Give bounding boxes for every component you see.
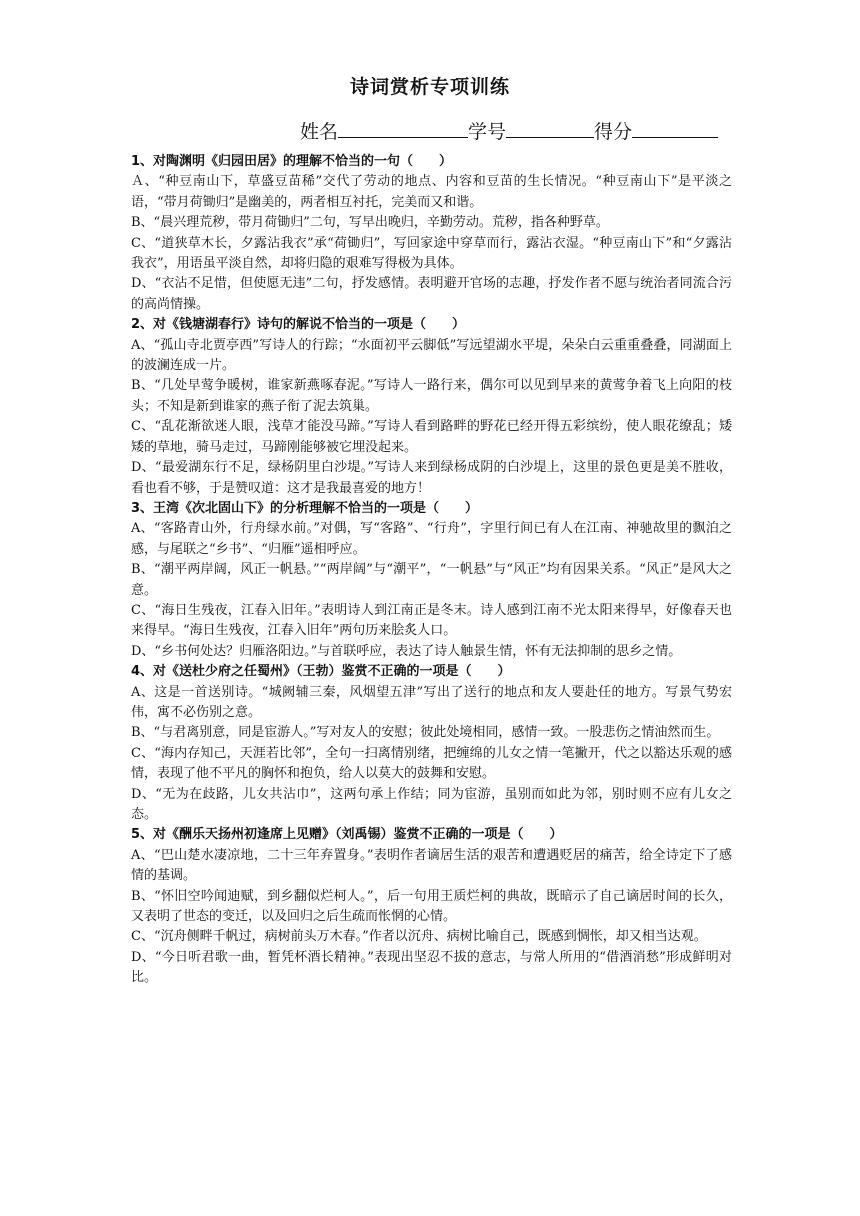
score-label: 得分 [594,121,633,143]
option-d: D、“最爱湖东行不足，绿杨阴里白沙堤。”写诗人来到绿杨成阴的白沙堤上，这里的景色更是美不胜收，看也看不够，于是赞叹道：这才是我最喜爱的地方！ [131,460,732,496]
question-4 [131,662,732,825]
question-title: 1、对陶渊明《归园田居》的理解不恰当的一句（ ） [131,154,453,169]
option-a: A、“孤山寺北贾亭西”写诗人的行踪；“水面初平云脚低”写远望湖水平堤，朵朵白云重重叠叠，同湖面上的波澜连成一片。 [131,337,732,374]
question-3 [131,499,732,662]
id-blank[interactable] [506,118,594,138]
question-title: 2、对《钱塘湖春行》诗句的解说不恰当的一项是（ ） [131,317,466,333]
student-info-line [300,117,718,144]
name-label: 姓名 [300,121,339,143]
question-title: 3、王湾《次北固山下》的分析理解不恰当的一项是（ ） [131,500,479,516]
id-label: 学号 [468,121,507,143]
question-2 [131,315,732,499]
option-c: C、“沉舟侧畔千帆过，病树前头万木春。”作者以沉舟、病树比喻自己，既感到惆怅，却又相当达观。 [131,929,707,945]
option-a: A、“巴山楚水凄凉地，二十三年弃置身。”表明作者谪居生活的艰苦和遭遇贬居的痛苦，给全诗定下了感情的基调。 [131,847,732,884]
score-blank[interactable] [632,118,718,138]
question-1 [131,152,732,315]
page-title: 诗词赏析专项训练 [349,76,510,98]
option-b: B、“几处早莺争暖树，谁家新燕啄春泥。”写诗人一路行来，偶尔可以见到早来的黄莺争着飞上向阳的枝头；不知是新到谁家的燕子衔了泥去筑巢。 [131,378,732,414]
option-d: D、“今日听君歌一曲，暂凭杯酒长精神。”表现出坚忍不拔的意志，与常人所用的“借酒消愁”形成鲜明对比。 [131,949,732,986]
option-c: C、“道狭草木长，夕露沾我衣”承“荷锄归”，写回家途中穿草而行，露沾衣湿。“种豆南山下”和“夕露沾我衣”，用语虽平淡自然，却将归隐的艰难写得极为具体。 [131,235,732,272]
option-a: A、“客路青山外，行舟绿水前。”对偶，写“客路”、“行舟”，字里行间已有人在江南、神驰故里的飘泊之感，与尾联之“乡书”、“归雁”遥相呼应。 [131,521,732,557]
option-b: B、“潮平两岸阔，风正一帆悬。”“两岸阔”与“潮平”，“一帆悬”与“风正”均有因果关系。“风正”是风大之意。 [131,562,732,598]
option-a: Ａ、“种豆南山下，草盛豆苗稀”交代了劳动的地点、内容和豆苗的生长情况。“种豆南山下”是平淡之语，“带月荷锄归”是幽美的，两者相互衬托，完美而又和谐。 [131,174,732,210]
option-c: C、“海日生残夜，江春入旧年。”表明诗人到江南正是冬末。诗人感到江南不光太阳来得早，好像春天也来得早。“海日生残夜，江春入旧年”两句历来脍炙人口。 [131,602,732,639]
option-c: C、“海内存知己，天涯若比邻”，全句一扫离情别绪，把缠绵的儿女之情一笔撇开，代之以豁达乐观的感情，表现了他不平凡的胸怀和抱负，给人以莫大的鼓舞和安慰。 [131,745,732,782]
option-d: D、“无为在歧路，儿女共沾巾”，这两句承上作结；同为宦游，虽别而如此为邻，别时则不应有儿女之态。 [131,786,732,822]
option-b: B、“晨兴理荒秽，带月荷锄归”二句，写早出晚归，辛勤劳动。荒秽，指各种野草。 [131,215,609,231]
question-title: 5、对《酬乐天扬州初逢席上见赠》（刘禹锡）鉴赏不正确的一项是（ ） [131,827,563,843]
question-title: 4、对《送杜少府之任蜀州》（王勃）鉴赏不正确的一项是（ ） [131,664,511,680]
option-b: B、“怀旧空吟闻迪赋，到乡翻似烂柯人。”，后一句用王质烂柯的典故，既暗示了自己谪居时间的长久，又表明了世态的变迁，以及回归之后生疏而怅惘的心情。 [131,888,732,925]
option-d: D、“乡书何处达？归雁洛阳边。”与首联呼应，表达了诗人触景生情，怀有无法抑制的思乡之情。 [131,643,682,659]
question-5 [131,825,732,988]
option-d: D、“衣沾不足惜，但使愿无违”二句，抒发感情。表明避开官场的志趣，抒发作者不愿与统治者同流合污的高尚情操。 [131,276,732,312]
question-list [131,152,732,989]
name-blank[interactable] [338,118,468,138]
option-c: C、“乱花渐欲迷人眼，浅草才能没马蹄。”写诗人看到路畔的野花已经开得五彩缤纷，使人眼花缭乱；矮矮的草地，骑马走过，马蹄刚能够被它埋没起来。 [131,419,732,455]
option-b: B、“与君离别意，同是宦游人。”写对友人的安慰；彼此处境相同，感情一致。一股悲伤之情油然而生。 [131,725,720,741]
option-a: A、这是一首送别诗。“城阙辅三秦，风烟望五津”写出了送行的地点和友人要赴任的地方。写景气势宏伟，寓不必伤别之意。 [131,684,732,720]
